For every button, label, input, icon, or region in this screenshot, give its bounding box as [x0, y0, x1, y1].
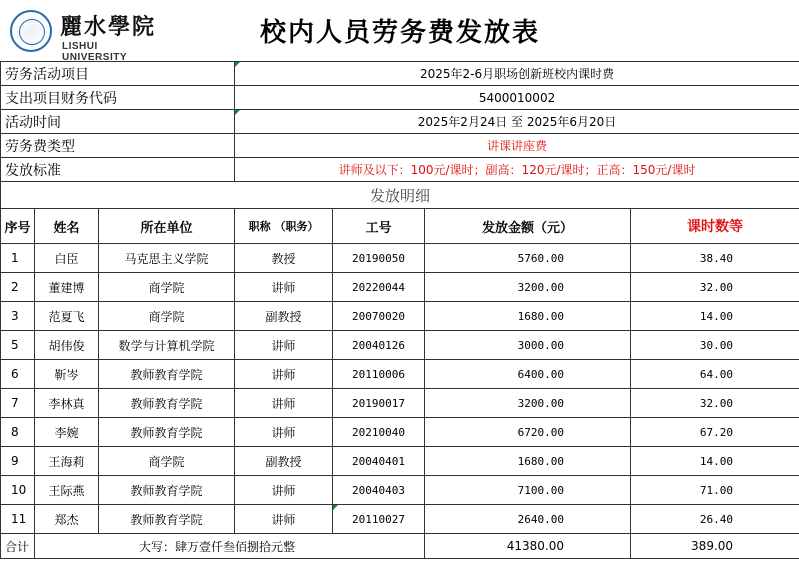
cell-no[interactable]: 8	[1, 418, 35, 447]
cell-rank[interactable]: 教授	[235, 244, 333, 273]
cell-amount[interactable]: 5760.00	[425, 244, 631, 273]
info-label: 劳务费类型	[1, 134, 235, 158]
info-row	[1, 86, 799, 110]
info-label: 活动时间	[1, 110, 235, 134]
cell-no[interactable]: 7	[1, 389, 35, 418]
table-row	[1, 476, 799, 505]
cell-hours[interactable]: 32.00	[631, 389, 799, 418]
cell-no[interactable]: 5	[1, 331, 35, 360]
cell-unit[interactable]: 教师教育学院	[99, 360, 235, 389]
cell-name[interactable]: 李婉	[35, 418, 99, 447]
cell-unit[interactable]: 教师教育学院	[99, 505, 235, 534]
info-value[interactable]: 讲课讲座费	[235, 134, 799, 158]
cell-hours[interactable]: 71.00	[631, 476, 799, 505]
info-value[interactable]: 2025年2月24日 至 2025年6月20日	[235, 110, 799, 134]
cell-id[interactable]: 20040403	[333, 476, 425, 505]
info-value[interactable]: 2025年2-6月职场创新班校内课时费	[235, 62, 799, 86]
cell-id[interactable]: 20220044	[333, 273, 425, 302]
cell-hours[interactable]: 32.00	[631, 273, 799, 302]
info-label: 劳务活动项目	[1, 62, 235, 86]
cell-rank[interactable]: 讲师	[235, 476, 333, 505]
info-label: 支出项目财务代码	[1, 86, 235, 110]
cell-amount[interactable]: 3200.00	[425, 389, 631, 418]
info-label: 发放标准	[1, 158, 235, 182]
cell-amount[interactable]: 1680.00	[425, 447, 631, 476]
cell-rank[interactable]: 副教授	[235, 302, 333, 331]
cell-name[interactable]: 郑杰	[35, 505, 99, 534]
info-value[interactable]: 讲师及以下：100元/课时；副高：120元/课时；正高：150元/课时	[235, 158, 799, 182]
table-row	[1, 273, 799, 302]
cell-unit[interactable]: 马克思主义学院	[99, 244, 235, 273]
section-title: 发放明细	[1, 182, 799, 209]
cell-rank[interactable]: 副教授	[235, 447, 333, 476]
cell-id[interactable]: 20070020	[333, 302, 425, 331]
table-row	[1, 360, 799, 389]
cell-name[interactable]: 王际燕	[35, 476, 99, 505]
cell-unit[interactable]: 教师教育学院	[99, 418, 235, 447]
cell-hours[interactable]: 64.00	[631, 360, 799, 389]
cell-hours[interactable]: 14.00	[631, 302, 799, 331]
total-hours[interactable]: 389.00	[631, 534, 799, 559]
cell-unit[interactable]: 商学院	[99, 273, 235, 302]
cell-unit[interactable]: 教师教育学院	[99, 476, 235, 505]
section-row	[1, 182, 799, 209]
cell-id[interactable]: 20190050	[333, 244, 425, 273]
cell-name[interactable]: 范夏飞	[35, 302, 99, 331]
cell-rank[interactable]: 讲师	[235, 331, 333, 360]
cell-amount[interactable]: 3200.00	[425, 273, 631, 302]
table-row	[1, 244, 799, 273]
logo-name-en: LISHUI UNIVERSITY	[62, 41, 128, 63]
cell-id[interactable]: 20110027	[333, 505, 425, 534]
cell-hours[interactable]: 14.00	[631, 447, 799, 476]
total-amount-words[interactable]: 大写：肆万壹仟叁佰捌拾元整	[35, 534, 425, 559]
cell-amount[interactable]: 6720.00	[425, 418, 631, 447]
col-header-amount: 发放金额（元）	[425, 209, 631, 244]
cell-name[interactable]: 胡伟俊	[35, 331, 99, 360]
cell-no[interactable]: 11	[1, 505, 35, 534]
cell-name[interactable]: 白臣	[35, 244, 99, 273]
cell-no[interactable]: 2	[1, 273, 35, 302]
table-row	[1, 447, 799, 476]
total-row	[1, 534, 799, 559]
col-header-hours: 课时数等	[631, 209, 799, 244]
university-seal-icon	[10, 10, 52, 52]
cell-rank[interactable]: 讲师	[235, 389, 333, 418]
cell-id[interactable]: 20110006	[333, 360, 425, 389]
cell-unit[interactable]: 商学院	[99, 447, 235, 476]
col-header-name: 姓名	[35, 209, 99, 244]
cell-amount[interactable]: 7100.00	[425, 476, 631, 505]
cell-id[interactable]: 20040126	[333, 331, 425, 360]
cell-id[interactable]: 20190017	[333, 389, 425, 418]
total-label[interactable]: 合计	[1, 534, 35, 559]
cell-amount[interactable]: 6400.00	[425, 360, 631, 389]
cell-amount[interactable]: 1680.00	[425, 302, 631, 331]
cell-id[interactable]: 20040401	[333, 447, 425, 476]
page-header	[0, 0, 799, 62]
cell-no[interactable]: 10	[1, 476, 35, 505]
col-header-no: 序号	[1, 209, 35, 244]
cell-no[interactable]: 6	[1, 360, 35, 389]
cell-name[interactable]: 王海莉	[35, 447, 99, 476]
col-header-rank: 职称 （职务）	[235, 209, 333, 244]
info-value[interactable]: 5400010002	[235, 86, 799, 110]
cell-id[interactable]: 20210040	[333, 418, 425, 447]
cell-name[interactable]: 靳岑	[35, 360, 99, 389]
cell-hours[interactable]: 26.40	[631, 505, 799, 534]
info-row	[1, 62, 799, 86]
info-row	[1, 134, 799, 158]
cell-hours[interactable]: 30.00	[631, 331, 799, 360]
cell-hours[interactable]: 38.40	[631, 244, 799, 273]
cell-amount[interactable]: 2640.00	[425, 505, 631, 534]
table-row	[1, 331, 799, 360]
cell-rank[interactable]: 讲师	[235, 418, 333, 447]
col-header-unit: 所在单位	[99, 209, 235, 244]
info-row	[1, 110, 799, 134]
page-title: 校内人员劳务费发放表	[259, 18, 540, 48]
cell-name[interactable]: 董建博	[35, 273, 99, 302]
cell-no[interactable]: 9	[1, 447, 35, 476]
cell-rank[interactable]: 讲师	[235, 360, 333, 389]
cell-unit[interactable]: 数学与计算机学院	[99, 331, 235, 360]
cell-rank[interactable]: 讲师	[235, 273, 333, 302]
payment-table	[0, 61, 799, 559]
cell-unit[interactable]: 教师教育学院	[99, 389, 235, 418]
cell-name[interactable]: 李林真	[35, 389, 99, 418]
info-row	[1, 158, 799, 182]
table-row	[1, 505, 799, 534]
cell-no[interactable]: 3	[1, 302, 35, 331]
column-header-row	[1, 209, 799, 244]
cell-rank[interactable]: 讲师	[235, 505, 333, 534]
cell-unit[interactable]: 商学院	[99, 302, 235, 331]
cell-no[interactable]: 1	[1, 244, 35, 273]
table-row	[1, 302, 799, 331]
cell-hours[interactable]: 67.20	[631, 418, 799, 447]
cell-amount[interactable]: 3000.00	[425, 331, 631, 360]
university-logo	[6, 6, 157, 63]
logo-name-cn: 麗水學院	[60, 14, 157, 40]
table-row	[1, 418, 799, 447]
col-header-id: 工号	[333, 209, 425, 244]
table-row	[1, 389, 799, 418]
total-amount[interactable]: 41380.00	[425, 534, 631, 559]
